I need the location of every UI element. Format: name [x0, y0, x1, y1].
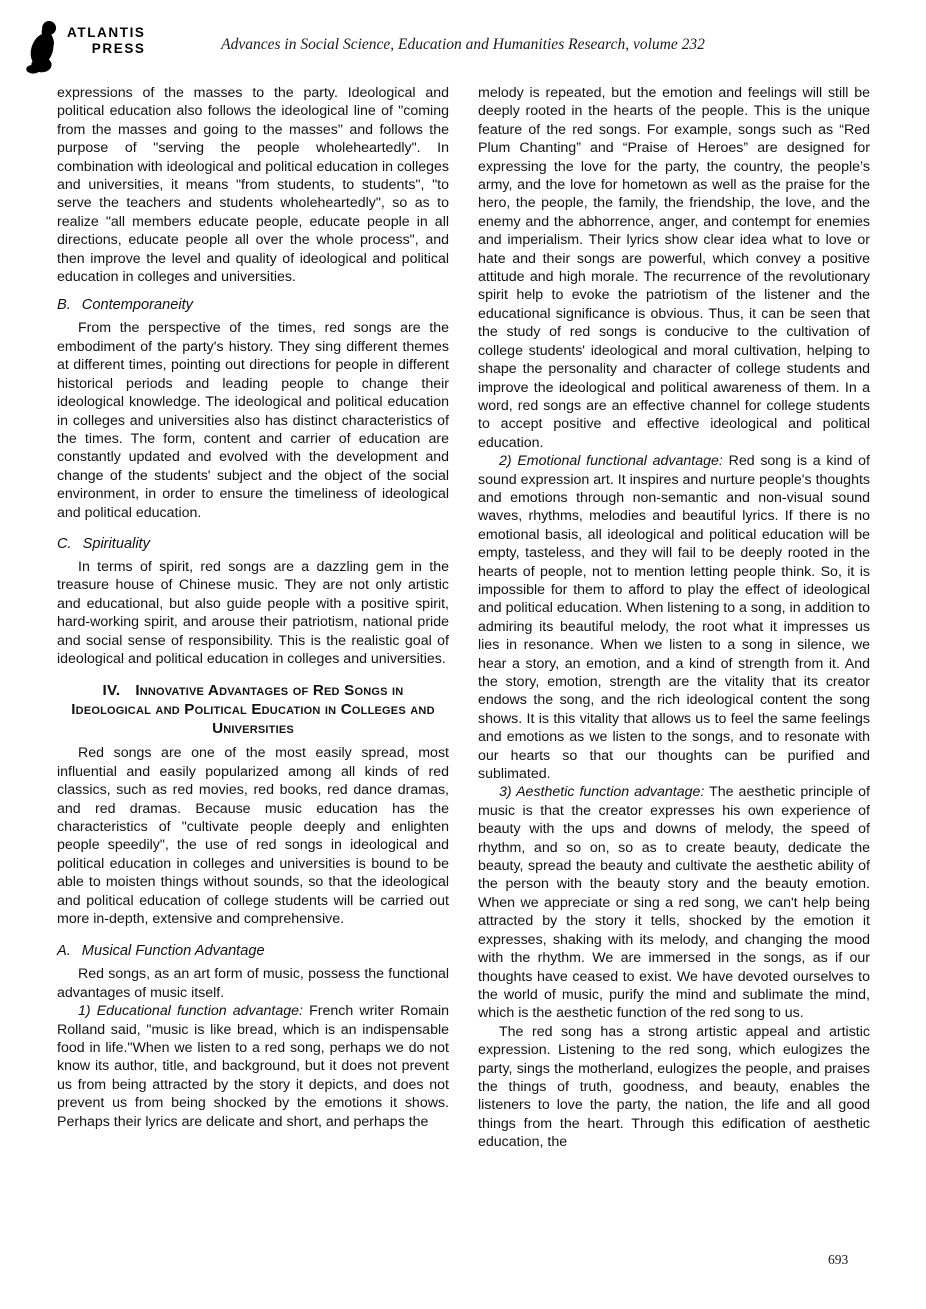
numbered-item-1-text: French writer Romain Rolland said, "music is like bread, which is an indispensable food in life."When we listen to a red song, perhaps we do not know its author, title, and background, but it does not prevent us from being attracted by the story it depicts, and does not prevent us from being shocked by the emotions it shows. Perhaps their lyrics are delicate and short, and perhaps the	[57, 1003, 449, 1130]
numbered-item-3	[478, 783, 870, 1022]
section-heading-iv	[65, 681, 441, 738]
section-heading-b	[57, 296, 449, 314]
section-heading-a	[57, 942, 449, 960]
numbered-item-1	[57, 1002, 449, 1131]
section-heading-c	[57, 535, 449, 553]
section-heading-iv-title: Innovative Advantages of Red Songs in Ideological and Political Education in Colleges and Universities	[71, 682, 435, 738]
section-heading-a-number: A.	[57, 943, 71, 960]
numbered-item-3-label: 3) Aesthetic function advantage:	[499, 784, 705, 801]
section-heading-c-title: Spirituality	[82, 535, 150, 552]
section-c-paragraph: In terms of spirit, red songs are a dazzling gem in the treasure house of Chinese music. They are not only artistic and educational, but also guide people with a positive spirit, hard-working spirit, and arouse their patriotism, national pride and social sense of responsibility. This is the realistic goal of ideological and political education in colleges and universities.	[57, 558, 449, 667]
numbered-item-3-text: The aesthetic principle of music is that the creator expresses his own experience of beauty with the ups and downs of melody, the speed of rhythm, and so on, so as to create beauty, dedicate the beauty, spread the beauty and cultivate the aesthetic ability of the person with the beauty story and the beauty emotion. When we appreciate or sing a red song, we can't help being attracted by the story it tells, shocked by the emotion it expresses, shaking with its melody, and changing the mood with the rhythm. We are immersed in the songs, as if our thoughts have ceased to exist. We have devoted ourselves to the world of music, purify the mind and sublimate the mind, which is the aesthetic function of the red song to us.	[478, 784, 871, 1022]
section-heading-a-title: Musical Function Advantage	[81, 943, 265, 960]
journal-header: Advances in Social Science, Education and Humanities Research, volume 232	[221, 36, 705, 53]
left-column	[57, 84, 449, 1131]
closing-paragraph: The red song has a strong artistic appeal and artistic expression. Listening to the red song, which eulogizes the party, sings the motherland, eulogizes the people, and praises the things of truth, goodness, and beauty, enables the listeners to love the party, the nation, the life and all good things from the heart. Through this edification of aesthetic education, the	[478, 1023, 870, 1151]
section-heading-iv-number: IV.	[102, 682, 121, 700]
logo-line-atlantis: ATLANTIS	[67, 25, 146, 40]
section-b-paragraph: From the perspective of the times, red songs are the embodiment of the party's history. They sing different themes at different times, pointing out directions for people in different historical periods and leading people to change their ideological knowledge. The ideological and political education in colleges and universities also has distinct characteristics of the times. The form, content and carrier of education are constantly updated and evolved with the development and change of the students' subject and the object of the social environment, in order to ensure the timeliness of ideological and political education.	[57, 320, 449, 521]
logo-line-press: PRESS	[91, 41, 146, 56]
numbered-item-1-label: 1) Educational function advantage:	[78, 1003, 303, 1020]
page-number: 693	[828, 1252, 849, 1267]
paragraph-continued-right: melody is repeated, but the emotion and feelings will still be deeply rooted in the hearts of the people. This is the unique feature of the red songs. For example, songs such as “Red Plum Chanting” and “Praise of Heroes” are designed for expressing the love for the party, the country, the people’s army, and the love for hometown as well as the praise for the hero, the people, the family, the friendship, the love, and the enemy and the abhorrence, anger, and contempt for enemies and imperialism. Their lyrics show clear idea what to love or hate and their songs are powerful, which convey a positive attitude and high morale. The recurrence of the revolutionary spirit help to evoke the patriotism of the listener and the educational significance is obvious. Thus, it can be seen that the study of red songs is conducive to the cultivation of college students' ideological and moral cultivation, helping to shape the personality and character of college students and improve the ideological and political awareness of them. In a word, red songs are an effective channel for college students to accept positive and effective ideological and political education.	[478, 85, 870, 451]
section-heading-b-title: Contemporaneity	[81, 297, 193, 314]
section-iv-paragraph: Red songs are one of the most easily spread, most influential and easily popularized among all kinds of red classics, such as red movies, red books, red dance dramas, and red dramas. Because music education has the characteristics of "cultivate people deeply and enlighten people speedily", the use of red songs in ideological and political education in colleges and universities is bound to be able to moisten things without sounds, so that the ideological and political education of college students will be carried out more in-depth, extensive and comprehensive.	[57, 745, 449, 928]
section-heading-c-number: C.	[57, 535, 72, 552]
numbered-item-2-label: 2) Emotional functional advantage:	[499, 453, 723, 470]
section-a-paragraph: Red songs, as an art form of music, possess the functional advantages of music itself.	[57, 966, 449, 1001]
paragraph-continued: expressions of the masses to the party. Ideological and political education also follows the ideological line of "coming from the masses and going to the masses" and follows the purpose of "serving the people wholeheartedly". In combination with ideological and political education in colleges and universities, it means "from students, to students", "to serve the teachers and students wholeheartedly", so as to realize "all members educate people, educate people in all directions, educate people all over the whole process", and then improve the level and quality of ideological and political education in colleges and universities.	[57, 85, 449, 286]
numbered-item-2-text: Red song is a kind of sound expression art. It inspires and nurture people's thoughts and emotions through non-semantic and non-visual sound waves, rhythms, melodies and beautiful lyrics. If there is no emotional basis, all ideological and political education will be empty, tasteless, and they will fail to be deeply rooted in the hearts of people, not to mention letting people think. So, it is impossible for them to afford to play the effect of ideological and political education. When listening to a song, in addition to admiring its beautiful melody, the root what it impresses us lies in resonance. When we listen to a song in silence, we hear a story, an emotion, and a kind of strength from it. And the story, emotion, strength are the vitality that its creator endows the song, and the rich ideological content the song shows. It is this vitality that allows us to feel the same feelings and emotions as we listen to the songs, and to resonate with our hearts so that our thoughts can be purified and sublimated.	[478, 453, 870, 783]
section-heading-b-number: B.	[57, 297, 71, 314]
right-column	[478, 84, 870, 1152]
numbered-item-2	[478, 452, 870, 783]
